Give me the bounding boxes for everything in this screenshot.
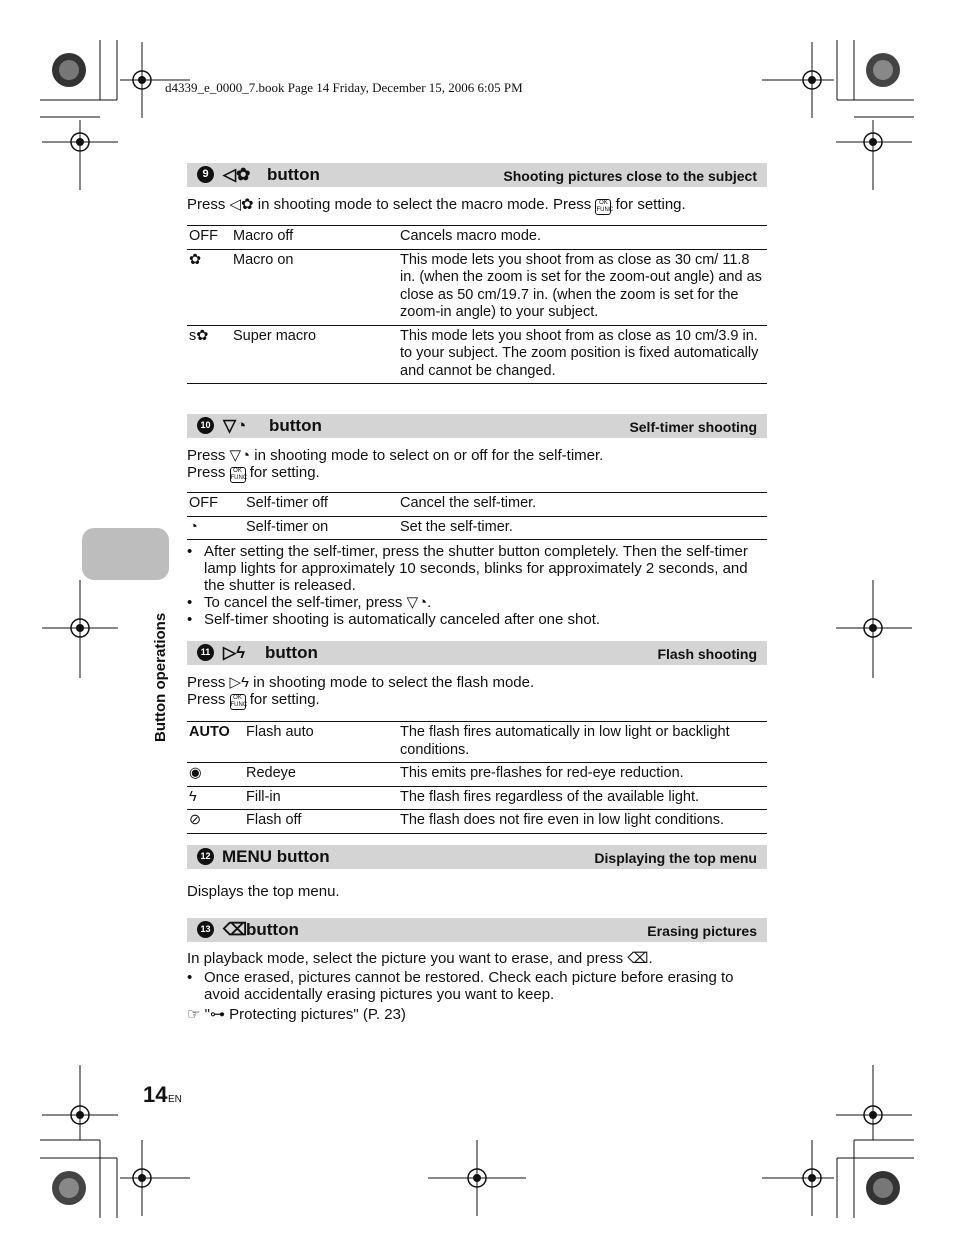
page-number: 14 (143, 1082, 168, 1107)
redeye-icon: ◉ (187, 763, 244, 787)
section-number: 9 (197, 166, 214, 183)
page-language: EN (168, 1094, 182, 1105)
erase-icon: ⌫ (223, 920, 248, 939)
section-subtitle: Shooting pictures close to the subject (503, 168, 757, 184)
section-subtitle: Flash shooting (657, 646, 757, 662)
macro-icon: ◁✿ (223, 165, 251, 184)
table-row: s✿ Super macro This mode lets you shoot from as close as 10 cm/3.9 in. to your subject. The zoom position is fixed automatically and cannot be changed. (187, 325, 767, 384)
self-timer-icon: ▽◔ (223, 416, 247, 435)
table-row: ◔ Self-timer on Set the self-timer. (187, 516, 767, 540)
section-menu-bar (187, 845, 767, 869)
selftimer-notes (187, 543, 772, 628)
section-subtitle: Self-timer shooting (629, 419, 757, 435)
selftimer-intro: Press ▽◔ in shooting mode to select on or off for the self-timer. Press OK FUNC for setting. (187, 447, 604, 481)
cross-reference: ☞ "⊶ Protecting pictures" (P. 23) (187, 1006, 406, 1023)
list-item: • After setting the self-timer, press the shutter button completely. Then the self-timer lamp lights for approximately 10 seconds, blinks for approximately 2 seconds, and the shutter is released. (187, 543, 748, 594)
section-number: 12 (197, 848, 214, 865)
table-row: OFF Macro off Cancels macro mode. (187, 226, 767, 250)
section-number: 13 (197, 921, 214, 938)
list-item: • Self-timer shooting is automatically canceled after one shot. (187, 611, 601, 628)
macro-options-table (187, 225, 767, 384)
section-number: 10 (197, 417, 214, 434)
fill-in-icon: ϟ (187, 786, 244, 810)
ok-func-icon: OK FUNC (230, 695, 248, 708)
book-header-line: d4339_e_0000_7.book Page 14 Friday, December 15, 2006 6:05 PM (165, 80, 523, 95)
section-title: button (267, 165, 320, 184)
table-row: ϟ Fill-in The flash fires regardless of the available light. (187, 786, 767, 810)
section-erase-bar (187, 918, 767, 942)
flash-intro: Press ▷ϟ in shooting mode to select the flash mode. Press OK FUNC for setting. (187, 674, 535, 708)
section-flash-bar (187, 641, 767, 665)
super-macro-icon: s✿ (187, 325, 231, 384)
flash-off-icon: ⊘ (187, 810, 244, 834)
section-subtitle: Displaying the top menu (594, 850, 757, 866)
flash-options-table (187, 721, 767, 834)
section-title: MENU button (222, 847, 330, 866)
section-title: button (265, 643, 318, 662)
erase-notes (187, 969, 772, 1003)
table-row: ✿ Macro on This mode lets you shoot from as close as 30 cm/ 11.8 in. (when the zoom is set for the zoom-out angle) and as close as 50 cm/19.7 in. (when the zoom is set for the zoom-in angle) to your subject. (187, 249, 767, 325)
erase-intro: In playback mode, select the picture you want to erase, and press ⌫. (187, 950, 653, 967)
table-row: ⊘ Flash off The flash does not fire even in low light conditions. (187, 810, 767, 834)
section-subtitle: Erasing pictures (647, 923, 757, 939)
table-row: OFF Self-timer off Cancel the self-timer. (187, 493, 767, 517)
ok-func-icon: OK FUNC (596, 200, 614, 213)
chapter-tab (82, 528, 169, 580)
macro-intro: Press ◁✿ in shooting mode to select the macro mode. Press OK FUNC for setting. (187, 196, 686, 213)
flash-icon: ▷ϟ (223, 643, 246, 662)
list-item: • Once erased, pictures cannot be restored. Check each picture before erasing to avoid accidentally erasing pictures you want to keep. (187, 969, 734, 1003)
chapter-side-label: Button operations (152, 612, 169, 742)
table-row: AUTO Flash auto The flash fires automatically in low light or backlight conditions. (187, 722, 767, 763)
macro-on-icon: ✿ (187, 249, 231, 325)
section-macro-bar (187, 163, 767, 187)
table-row: ◉ Redeye This emits pre-flashes for red-eye reduction. (187, 763, 767, 787)
section-selftimer-bar (187, 414, 767, 438)
menu-description: Displays the top menu. (187, 883, 340, 900)
section-title: button (246, 920, 299, 939)
section-number: 11 (197, 644, 214, 661)
ok-func-icon: OK FUNC (230, 468, 248, 481)
section-title: button (269, 416, 322, 435)
list-item: • To cancel the self-timer, press ▽◔. (187, 594, 432, 611)
self-timer-on-icon: ◔ (187, 516, 244, 540)
selftimer-options-table (187, 492, 767, 540)
